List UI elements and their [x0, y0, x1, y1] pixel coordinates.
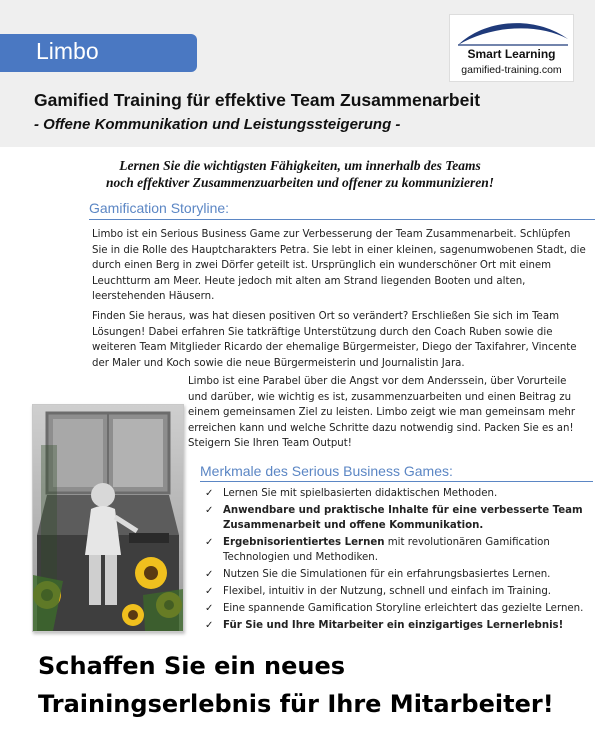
checkmark-icon: ✓ — [205, 602, 214, 614]
feature-item: ✓ Eine spannende Gamification Storyline erleichtert das gezielte Lernen. — [200, 602, 590, 617]
feature-item: ✓ Für Sie und Ihre Mitarbeiter ein einzigartiges Lernerlebnis! — [200, 619, 590, 634]
features-heading: Merkmale des Serious Business Games: — [200, 463, 453, 479]
title-tab — [0, 34, 197, 72]
page-subtitle: - Offene Kommunikation und Leistungssteigerung - — [34, 116, 401, 133]
intro-line-1: Lernen Sie die wichtigsten Fähigkeiten, um innerhalb des Teams — [119, 158, 481, 173]
checkmark-icon: ✓ — [205, 619, 214, 631]
logo-url: gamified-training.com — [461, 64, 562, 76]
checkmark-icon: ✓ — [205, 488, 214, 499]
logo-name: Smart Learning — [467, 47, 556, 61]
story-illustration — [32, 404, 184, 632]
features-list — [200, 487, 590, 635]
checkmark-icon: ✓ — [205, 585, 214, 597]
intro-line-2: noch effektiver Zusammenzuarbeiten und offener zu kommunizieren! — [105, 175, 495, 190]
child-at-window-image — [33, 405, 183, 631]
feature-item: ✓ Nutzen Sie die Simulationen für ein erfahrungsbasiertes Lernen. — [200, 568, 590, 583]
tab-title: Limbo — [36, 38, 99, 64]
cta-line-2: Trainingserlebnis für Ihre Mitarbeiter! — [38, 690, 554, 718]
features-rule — [200, 481, 593, 482]
storyline-heading: Gamification Storyline: — [89, 200, 230, 216]
storyline-paragraph-1: Limbo ist ein Serious Business Game zur Verbesserung der Team Zusammenarbeit. Schlüpfen Sie in die Rolle des Hauptcharakters Petra. Sie lebt in einer kleinen, sagenumwobenen Stadt, die durch einen Berg in zwei Dörfer geteilt ist. Ursprünglich ein wunderschöner Ort mit einem Leuchtturm am Meer. Heute jedoch mit alten am Strand liegenden Booten und alten, leerstehenden Häusern. — [92, 229, 586, 303]
feature-item: ✓ Ergebnisorientiertes Lernen mit revolutionären Gamification Technologien und Methodiken. — [205, 536, 550, 563]
storyline-rule — [89, 219, 595, 220]
storyline-paragraph-2: Finden Sie heraus, was hat diesen positiven Ort so verändert? Erschließen Sie sich im Team Lösungen! Dabei erfahren Sie tatkräftige Unterstützung durch den Coach Ruben sowie die weiteren Team Mitglieder Ricardo der ehemalige Bürgermeister, Diego der Taxifahrer, Vincente der Maler und Koch sowie die neue Bürgermeisterin und Journalistin Jara. — [92, 311, 577, 369]
logo-swoosh-icon — [450, 15, 573, 49]
checkmark-icon: ✓ — [205, 568, 214, 580]
cta-line-1: Schaffen Sie ein neues — [38, 652, 346, 680]
storyline-paragraph-3: Limbo ist eine Parabel über die Angst vor dem Anderssein, über Vorurteile und darüber, wie wichtig es ist, zusammenzuarbeiten und einen Beitrag zu einem gemeinsamen Ziel zu leisten. Limbo zeigt wie man gemeinsam mehr erreichen kann und welche Schritte dazu notwendig sind. Packen Sie es an! Steigern Sie Ihren Team Output! — [188, 376, 576, 450]
checkmark-icon: ✓ — [205, 504, 214, 516]
feature-item: ✓ Flexibel, intuitiv in der Nutzung, schnell und einfach im Training. — [200, 585, 590, 600]
intro-text — [80, 157, 520, 191]
feature-item: ✓ Anwendbare und praktische Inhalte für eine verbesserte Team Zusammenarbeit und offene Kommunikation. — [205, 504, 583, 531]
checkmark-icon: ✓ — [205, 536, 214, 548]
smart-learning-logo — [449, 14, 574, 82]
page-title: Gamified Training für effektive Team Zusammenarbeit — [34, 90, 481, 110]
feature-item: ✓ Lernen Sie mit spielbasierten didaktischen Methoden. — [200, 487, 590, 502]
